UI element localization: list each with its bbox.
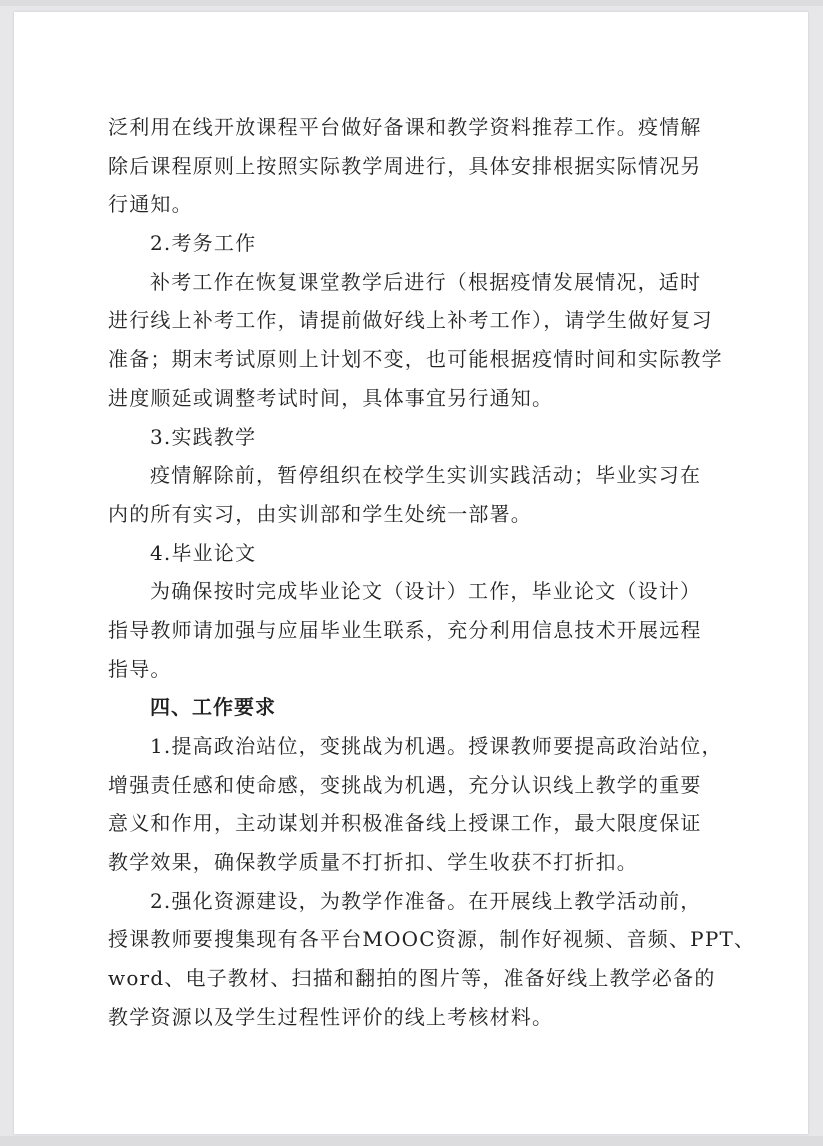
next-page-edge — [0, 1136, 823, 1146]
body-line: 除后课程原则上按照实际教学周进行，具体安排根据实际情况另 — [108, 153, 702, 178]
document-body — [108, 108, 756, 1037]
body-line: 补考工作在恢复课堂教学后进行（根据疫情发展情况，适时 — [150, 269, 702, 294]
section-heading-exam-affairs: 2.考务工作 — [150, 231, 257, 256]
section-heading-thesis: 4.毕业论文 — [150, 540, 257, 565]
body-line: 进度顺延或调整考试时间，具体事宜另行通知。 — [108, 385, 554, 410]
body-line: 泛利用在线开放课程平台做好备课和教学资料推荐工作。疫情解 — [108, 115, 702, 139]
body-line: 行通知。 — [108, 192, 193, 217]
section-heading-practice-teaching: 3.实践教学 — [150, 424, 257, 449]
body-line: 准备；期末考试原则上计划不变，也可能根据疫情时间和实际教学 — [108, 347, 723, 372]
body-line: 教学效果，确保教学质量不打折扣、学生收获不打折扣。 — [108, 850, 638, 875]
body-line: 授课教师要搜集现有各平台MOOC资源，制作好视频、音频、PPT、 — [108, 927, 756, 952]
body-line: 1.提高政治站位，变挑战为机遇。授课教师要提高政治站位， — [150, 734, 723, 758]
body-line: word、电子教材、扫描和翻拍的图片等，准备好线上教学必备的 — [108, 966, 716, 991]
body-line: 疫情解除前，暂停组织在校学生实训实践活动；毕业实习在 — [150, 463, 702, 488]
body-line: 指导教师请加强与应届毕业生联系，充分利用信息技术开展远程 — [108, 617, 702, 642]
previous-page-edge — [0, 0, 823, 6]
body-line: 教学资源以及学生过程性评价的线上考核材料。 — [108, 1004, 554, 1029]
body-line: 指导。 — [108, 656, 172, 681]
body-line: 增强责任感和使命感，变挑战为机遇，充分认识线上教学的重要 — [108, 772, 702, 797]
body-line: 为确保按时完成毕业论文（设计）工作，毕业论文（设计） — [150, 579, 702, 604]
body-line: 意义和作用，主动谋划并积极准备线上授课工作，最大限度保证 — [108, 811, 702, 836]
body-line: 2.强化资源建设，为教学作准备。在开展线上教学活动前， — [150, 888, 702, 913]
body-line: 内的所有实习，由实训部和学生处统一部署。 — [108, 501, 532, 526]
section-heading-work-requirements: 四、工作要求 — [150, 695, 276, 720]
body-line: 进行线上补考工作，请提前做好线上补考工作），请学生做好复习 — [108, 308, 713, 333]
